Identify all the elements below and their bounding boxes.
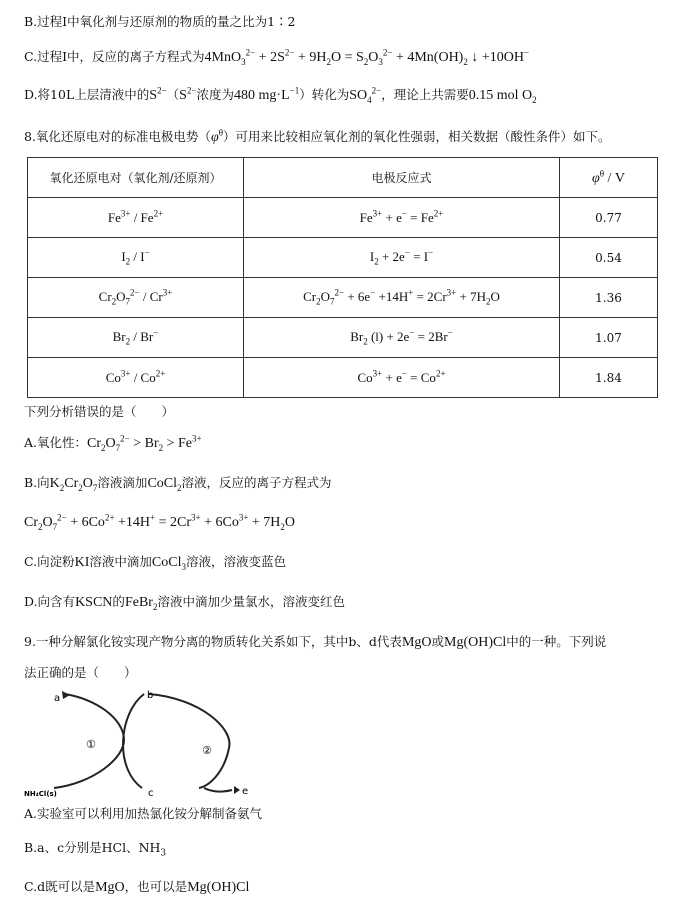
table-row <box>28 358 658 398</box>
q9-option-b: B.a、c分别是HCl、$NH_3$ <box>24 840 167 859</box>
cell-potential: 1.36 <box>560 278 658 318</box>
q9-option-c: C.d既可以是MgO，也可以是Mg(OH)Cl <box>24 879 250 895</box>
arrow-head-e <box>234 786 240 794</box>
cell-couple: $Br_2 / Br^-$ <box>28 318 244 358</box>
header-couple: 氧化还原电对（氧化剂/还原剂） <box>28 158 244 198</box>
q8-option-b: B.向$K_2Cr_2O_7$溶液滴加CoCl$_2$溶液，反应的离子方程式为 <box>24 475 332 493</box>
header-potential: $\varphi^\theta$ / V <box>560 158 658 198</box>
step-2-marker: ② <box>202 744 212 757</box>
table-row <box>28 278 658 318</box>
label-a: a <box>54 693 61 704</box>
header-reaction: 电极反应式 <box>244 158 560 198</box>
step-1-marker: ① <box>86 738 96 751</box>
table-header-row <box>28 158 658 198</box>
cell-reaction: $Co^{3+} + e^- = Co^{2+}$ <box>244 358 560 398</box>
q8-option-d: D.向含有KSCN的FeBr$_2$溶液中滴加少量氯水，溶液变红色 <box>24 594 345 612</box>
q9-option-a: A.实验室可以利用加热氯化铵分解制备氨气 <box>24 806 263 821</box>
cell-potential: 1.84 <box>560 358 658 398</box>
cell-potential: 0.54 <box>560 238 658 278</box>
cell-couple: $Cr_2O_7^{2-} / Cr^{3+}$ <box>28 278 244 318</box>
q8-option-b-equation: $Cr_2O_7^{2-} + 6Co^{2+} +14H^+ = 2Cr^{3+} + 6Co^{3+} + 7H_2O$ <box>24 512 296 532</box>
table-row <box>28 198 658 238</box>
right-arc-upper <box>149 694 229 748</box>
q9-stem-continued: 法正确的是（ ） <box>24 665 137 680</box>
cell-couple: $Fe^{3+} / Fe^{2+}$ <box>28 198 244 238</box>
label-b: b <box>147 690 154 701</box>
cell-reaction: $Cr_2O_7^{2-} + 6e^- +14H^+ = 2Cr^{3+} + 7H_2O$ <box>244 278 560 318</box>
q8-stem: 8.氧化还原电对的标准电极电势$(\varphi^\theta)$可用来比较相应氧化剂的氧化性强弱，相关数据（酸性条件）如下。 <box>24 127 611 145</box>
option-d-prev: D.将10L上层清液中的$S^{2-}(S^{2-}$浓度为480 $mg\cdot L^{-1}$）转化为$SO_4^{2-}$，理论上共需要0.15 mol $O_2$ <box>24 85 537 105</box>
table-row <box>28 238 658 278</box>
cell-couple: $Co^{3+} / Co^{2+}$ <box>28 358 244 398</box>
table-row <box>28 318 658 358</box>
cell-couple: $I_2 / I^-$ <box>28 238 244 278</box>
conversion-cycle-diagram <box>24 688 254 800</box>
cell-reaction: $Fe^{3+} + e^- = Fe^{2+}$ <box>244 198 560 238</box>
option-b-prev: B.过程Ⅰ中氧化剂与还原剂的物质的量之比为1∶2 <box>24 14 296 29</box>
label-nh4cl: NH₄Cl(s) <box>24 790 57 798</box>
q8-ask: 下列分析错误的是（ ） <box>24 404 175 419</box>
middle-arc-left <box>123 694 144 788</box>
label-e: e <box>242 786 249 797</box>
q8-option-c: C.向淀粉KI溶液中滴加CoCl$_3$溶液，溶液变蓝色 <box>24 554 286 572</box>
electrode-potential-table <box>27 157 658 398</box>
label-c: c <box>148 788 154 799</box>
q9-stem: 9.一种分解氯化铵实现产物分离的物质转化关系如下，其中b、d代表MgO或Mg(OH)Cl中的一种。下列说 <box>24 634 607 650</box>
arrow-to-e <box>204 788 232 792</box>
q8-option-a: A.氧化性：$Cr_2O_7^{2-} > Br_2 > Fe^{3+}$ <box>24 433 202 453</box>
cell-potential: 0.77 <box>560 198 658 238</box>
cell-potential: 1.07 <box>560 318 658 358</box>
cell-reaction: $Br_2$ (l) + 2e− = 2Br− <box>244 318 560 358</box>
arrow-head-a <box>62 691 70 699</box>
cell-reaction: $I_2 + 2e^- = I^-$ <box>244 238 560 278</box>
option-c-prev: C.过程Ⅰ中，反应的离子方程式为$4MnO_3^{2-} + 2S^{2-} + 9H_2O = S_2O_3^{2-} + 4Mn(OH)_2$ ↓ +10OH− <box>24 47 530 67</box>
